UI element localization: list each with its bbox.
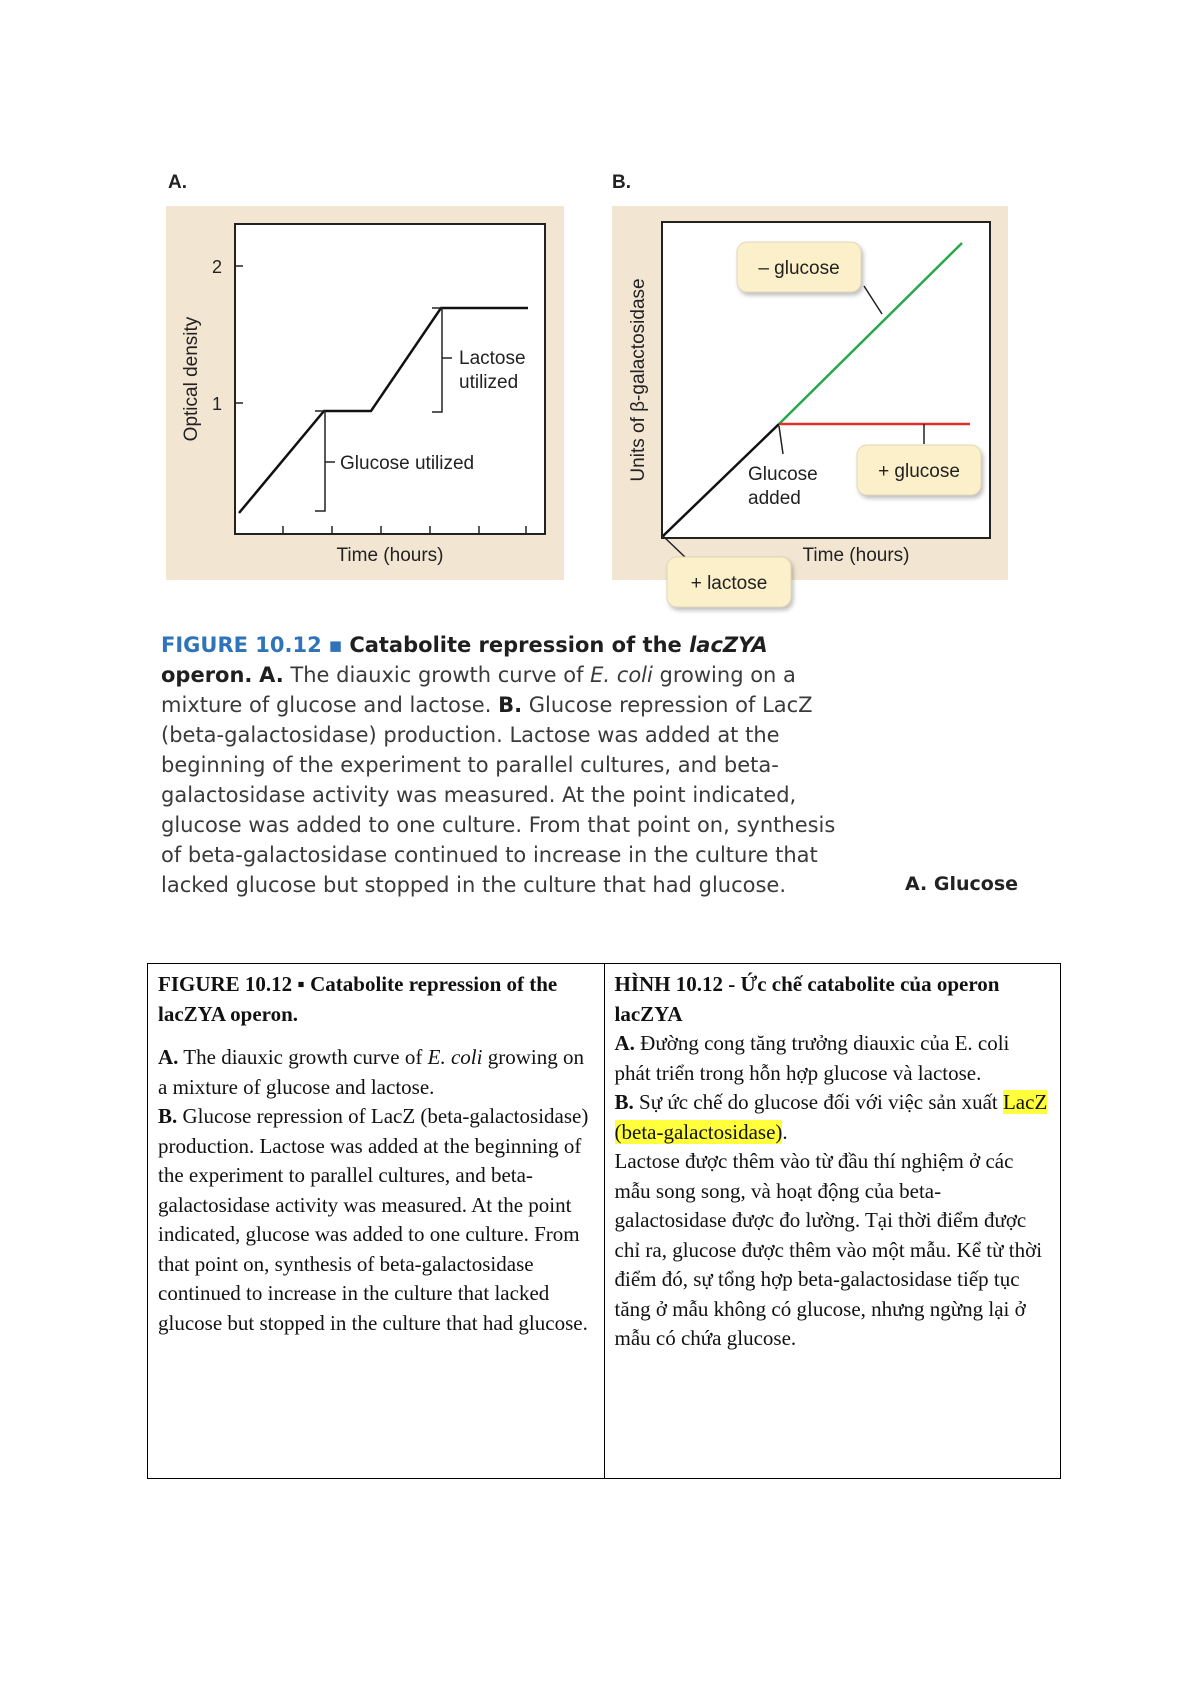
caption-b-letter: B. [498,693,523,717]
glucose-added-label-1: Glucose [748,464,818,485]
lactose-utilized-label-2: utilized [459,372,519,393]
glucose-utilized-label: Glucose utilized [340,453,475,474]
glucose-added-label-2: added [748,488,801,509]
panel-a-y-label: Optical density [181,316,202,442]
caption-title-italic: lacZYA [689,633,768,657]
y-tick-1: 1 [211,394,222,414]
caption-a-italic: E. coli [590,663,653,687]
panel-b-y-label: Units of β-galactosidase [628,278,649,482]
caption-a-text-1: The diauxic growth curve of [283,663,591,687]
caption-b-text: Glucose repression of LacZ (beta-galactosidase) production. Lactose was added at the beginning of the experiment to parallel cultures, and beta-galactosidase activity was measured. At the point indicated, glucose was added to one culture. From that point on, synthesis of beta-galactosidase continued to increase in the culture that lacked glucose but stopped in the culture that had glucose. [161,693,836,897]
vietnamese-part-b: B. Sự ức chế do glucose đối với việc sản xuất LacZ (beta-galactosidase). [614,1090,1048,1144]
english-title: FIGURE 10.12 ▪ Catabolite repression of the lacZYA operon. [158,972,558,1026]
panel-a-letter: A. [168,172,187,193]
caption-title-a: Catabolite repression of the [349,633,690,657]
panel-a-x-label: Time (hours) [336,545,444,566]
caption-a-text-2: growing on a mixture of glucose and lactose. [161,663,796,717]
lactose-utilized-label-1: Lactose [459,348,526,369]
english-part-a: A. The diauxic growth curve of E. coli growing on a mixture of glucose and lactose. [158,1045,584,1099]
vietnamese-part-a: A. Đường cong tăng trưởng diauxic của E. coli phát triển trong hỗn hợp glucose và lactose. [614,1031,1010,1085]
plus-glucose-label: + glucose [878,461,960,482]
vietnamese-rest: Lactose được thêm vào từ đầu thí nghiệm ở các mẫu song song, và hoạt động của beta-galactosidase được đo lường. Tại thời điểm được chỉ ra, glucose được thêm vào một mẫu. Kể từ thời điểm đó, sự tổng hợp beta-galactosidase tiếp tục tăng ở mẫu không có glucose, nhưng ngừng lại ở mẫu có chứa glucose. [614,1149,1043,1350]
caption-figure-number: FIGURE 10.12 [161,633,322,657]
panel-a-chart [166,206,564,580]
minus-glucose-label: – glucose [758,258,840,279]
y-tick-2: 2 [211,257,222,277]
panel-b-letter: B. [612,172,631,193]
translation-table [147,963,1061,1479]
english-cell [148,964,605,1479]
vietnamese-title: HÌNH 10.12 - Ức chế catabolite của operon lacZYA [614,972,1000,1026]
caption-a-letter: A. [259,663,284,687]
caption-title-b: operon. [161,663,253,687]
plus-lactose-label: + lactose [690,573,768,594]
english-part-b: B. Glucose repression of LacZ (beta-galactosidase) production. Lactose was added at the beginning of the experiment to parallel cultures, and beta-galactosidase activity was measured. At the point indicated, glucose was added to one culture. From that point on, synthesis of beta-galactosidase continued to increase in the culture that lacked glucose but stopped in the culture that had glucose. [158,1104,589,1335]
panel-b-x-label: Time (hours) [802,545,910,566]
panel-b-chart [600,206,1020,626]
caption-bullet: ▪ [328,633,343,657]
figure-caption [161,630,861,900]
caption-answer: A. Glucose [905,873,1019,895]
highlighted-lacz: LacZ (beta-galactosidase) [614,1090,1048,1144]
vietnamese-cell [604,964,1061,1479]
